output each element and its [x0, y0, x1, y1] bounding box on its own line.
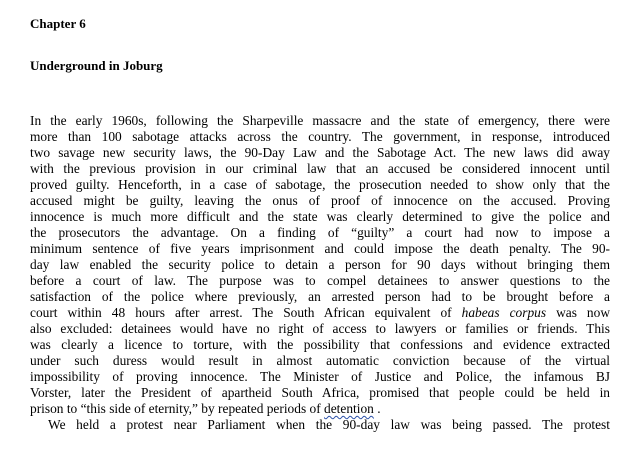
- paragraph-line: day law enabled the security police to detain a person for 90 days without bringing them: [30, 257, 610, 272]
- paragraph-line: impossibility of proving innocence. The Minister of Justice and Police, the infamous BJ: [30, 369, 610, 384]
- paragraph-line: We held a protest near Parliament when the 90-day law was being passed. The protest: [48, 417, 610, 432]
- paragraph-line: the prosecutors the advantage. On a finding of “guilty” a court had now to impose a: [30, 225, 610, 240]
- paragraph-line: accused might be guilty, leaving the onus of proof of innocence on the accused. Proving: [30, 193, 610, 208]
- paragraph-line: more than 100 sabotage attacks across the country. The government, in response, introduced: [30, 129, 610, 144]
- paragraph-line: [30, 401, 610, 417]
- paragraph-line: [30, 305, 610, 321]
- line-text: .: [373, 401, 381, 416]
- paragraph-line: two savage new security laws, the 90-Day Law and the Sabotage Act. The new laws did away: [30, 145, 610, 160]
- paragraph-line: minimum sentence of five years imprisonment and could impose the death penalty. The 90-: [30, 241, 610, 256]
- paragraph-line: innocence is much more difficult and the state was clearly determined to give the police and: [30, 209, 610, 224]
- paragraph-line: was clearly a licence to torture, with the possibility that confessions and evidence extracted: [30, 337, 610, 352]
- chapter-title: Underground in Joburg: [30, 58, 163, 73]
- line-text: prison to “this side of eternity,” by repeated periods of: [30, 401, 325, 416]
- spellcheck-flagged-word[interactable]: detention: [324, 401, 374, 416]
- paragraph-line: before a court of law. The purpose was to compel detainees to answer questions to the: [30, 273, 610, 288]
- paragraph-line: proved guilty. Henceforth, in a case of sabotage, the prosecution needed to show only that the: [30, 177, 610, 192]
- chapter-heading: Chapter 6: [30, 16, 86, 31]
- line-text: was now: [546, 305, 610, 320]
- line-text: court within 48 hours after arrest. The South African equivalent of: [30, 305, 462, 320]
- paragraph-line: satisfaction of the police where previously, an arrested person had to be brought before a: [30, 289, 610, 304]
- paragraph-line: also excluded: detainees would have no right of access to lawyers or families or friends. This: [30, 321, 610, 336]
- paragraph-line: with the previous provision in our criminal law that an accused be considered innocent until: [30, 161, 610, 176]
- paragraph-line: under such duress would result in almost automatic conviction because of the virtual: [30, 353, 610, 368]
- paragraph-line: Vorster, later the President of apartheid South Africa, promised that people could be held in: [30, 385, 610, 400]
- paragraph-line: In the early 1960s, following the Sharpeville massacre and the state of emergency, there were: [30, 113, 610, 128]
- latin-term: habeas corpus: [461, 305, 547, 320]
